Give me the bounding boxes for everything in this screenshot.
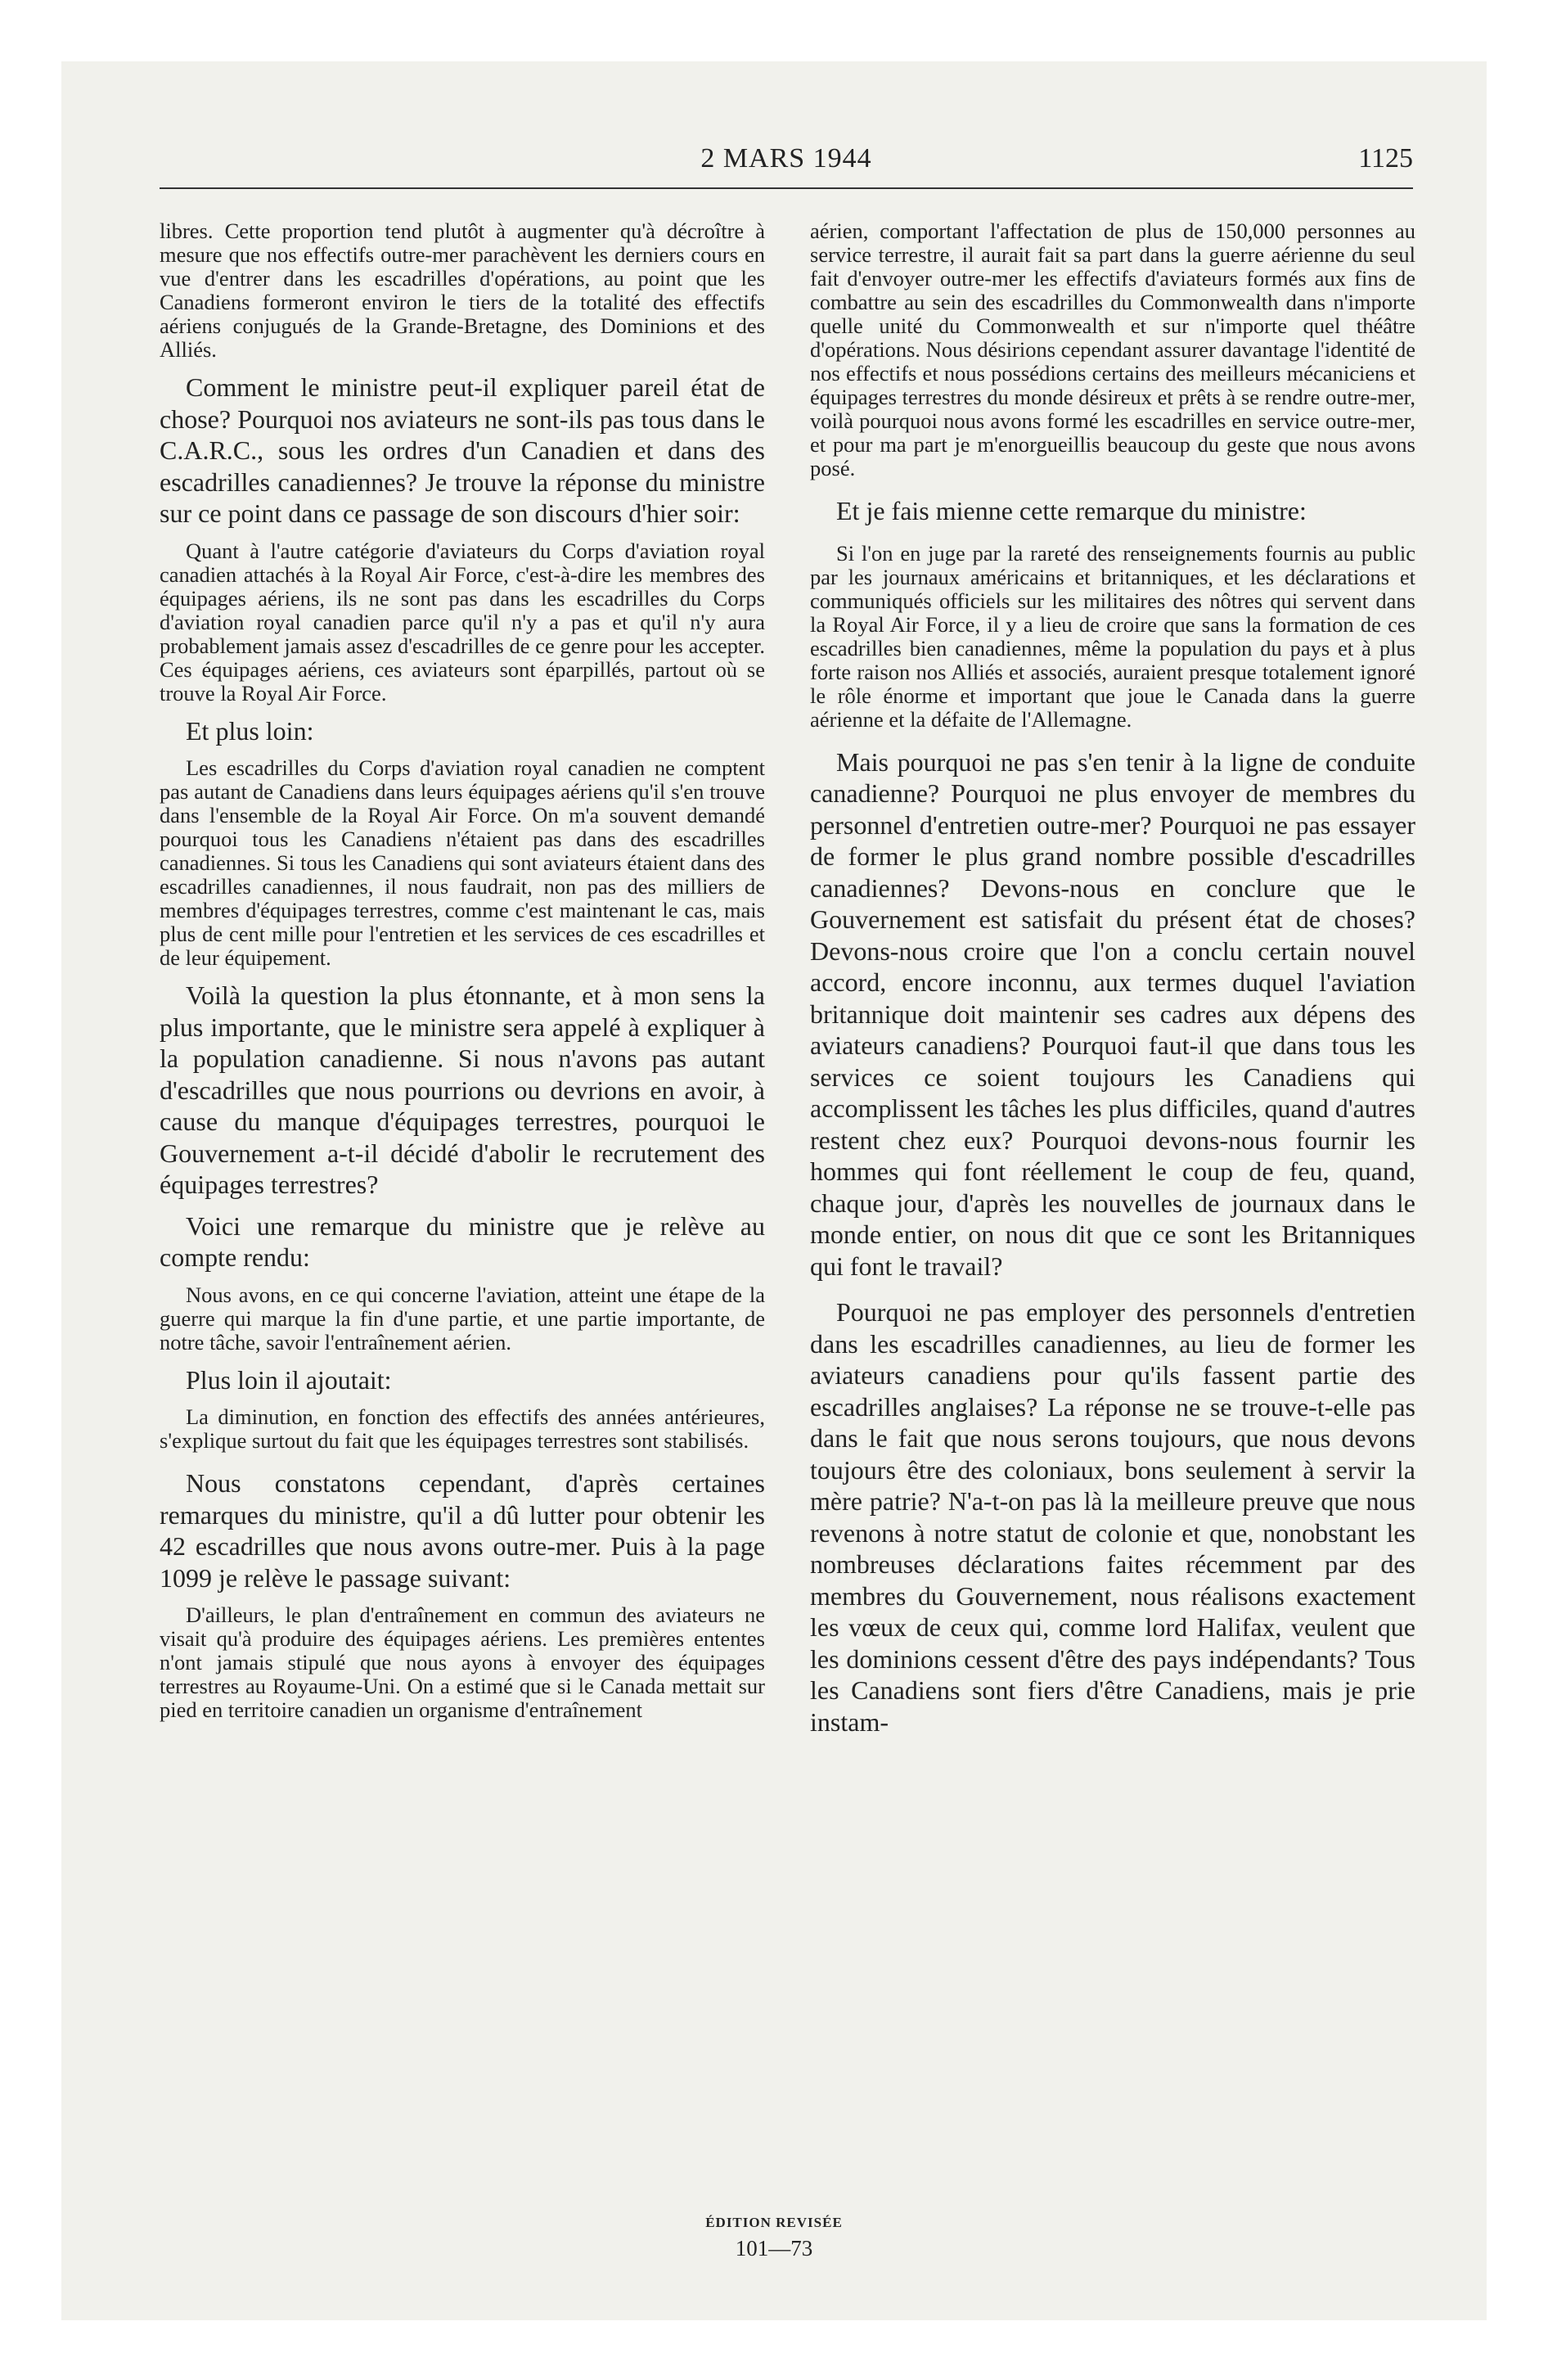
paragraph: Voici une remarque du ministre que je relève au compte rendu: <box>160 1210 765 1272</box>
left-column <box>160 219 765 1722</box>
paragraph: Mais pourquoi ne pas s'en tenir à la ligne de conduite canadienne? Pourquoi ne plus envoyer de membres du personnel d'entretien outre-mer? Pourquoi ne pas essayer de former le plus grand nombre possible d'escadrilles canadiennes? Devons-nous en conclure que le Gouvernement est satisfait du présent état de choses? Devons-nous croire que l'on a conclu certain nouvel accord, encore inconnu, aux termes duquel l'aviation britannique doit maintenir ses cadres aux dépens des aviateurs canadiens? Pourquoi faut-il que dans tous les services ce soient toujours les Canadiens qui accomplissent les tâches les plus difficiles, quand d'autres restent chez eux? Pourquoi devons-nous fournir les hommes qui font réellement le coup de feu, quand, chaque jour, d'après les nouvelles de journaux dans le monde entier, on nous dit que ce sont les Britanniques qui font le travail? <box>810 746 1415 1281</box>
quotation: Quant à l'autre catégorie d'aviateurs du Corps d'aviation royal canadien attachés à la Royal Air Force, c'est-à-dire les membres des équipages aériens, ils ne sont pas dans les escadrilles du Corps d'aviation royal canadien parce qu'il n'y a pas et qu'il n'y aura probablement jamais assez d'escadrilles de ce genre pour les accepter. Ces équipages aériens, ces aviateurs sont éparpillés, partout où se trouve la Royal Air Force. <box>160 538 765 705</box>
header-rule <box>160 187 1413 189</box>
signature-code: 101—73 <box>735 2236 813 2261</box>
paragraph: Et je fais mienne cette remarque du ministre: <box>836 496 1307 525</box>
paragraph: Voilà la question la plus étonnante, et à mon sens la plus importante, que le ministre sera appelé à expliquer à la population canadienne. Si nous n'avons pas autant d'escadrilles que nous pourrions ou devrions en avoir, à cause du manque d'équipages terrestres, pourquoi le Gouvernement a-t-il décidé d'abolir le recrutement des équipages terrestres? <box>160 980 765 1199</box>
quotation: Les escadrilles du Corps d'aviation royal canadien ne comptent pas autant de Canadiens dans leurs équipages aériens qu'il s'en trouve dans l'ensemble de la Royal Air Force. On m'a souvent demandé pourquoi tous les Canadiens n'étaient pas dans des escadrilles canadiennes. Si tous les Canadiens qui sont aviateurs étaient dans des escadrilles canadiennes, il nous faudrait, non pas des milliers de membres d'équipages terrestres, comme c'est maintenant le cas, mais plus de cent mille pour l'entretien et les services de ces escadrilles et de leur équipement. <box>160 755 765 970</box>
page-date: 2 MARS 1944 <box>700 143 872 174</box>
paragraph: Nous constatons cependant, d'après certaines remarques du ministre, qu'il a dû lutter pour obtenir les 42 escadrilles que nous avons outre-mer. Puis à la page 1099 je relève le passage suivant: <box>160 1468 765 1593</box>
paragraph: libres. Cette proportion tend plutôt à augmenter qu'à décroître à mesure que nos effectifs outre-mer parachèvent les derniers cours en vue d'entrer dans les escadrilles d'opérations, au point que les Canadiens formeront environ le tiers de la totalité des effectifs aériens conjugués de la Grande-Bretagne, des Dominions et des Alliés. <box>160 219 765 362</box>
right-column <box>810 219 1415 1738</box>
page-header <box>160 135 1413 176</box>
paragraph: Plus loin il ajoutait: <box>186 1364 392 1395</box>
paragraph: Pourquoi ne pas employer des personnels d'entretien dans les escadrilles canadiennes, au lieu de former les aviateurs canadiens pour qu'ils fassent partie des escadrilles anglaises? La réponse ne se trouve-t-elle pas dans le fait que nous serons toujours, que nous devons toujours être des coloniaux, bons seulement à servir la mère patrie? N'a-t-on pas là la meilleure preuve que nous revenons à notre statut de colonie et que, nonobstant les nombreuses déclarations faites récemment par des membres du Gouvernement, nous réalisons exactement les vœux de ceux qui, comme lord Halifax, veulent que les dominions cessent d'être des pays indépendants? Tous les Canadiens sont fiers d'être Canadiens, mais je prie instam- <box>810 1297 1415 1737</box>
quotation: La diminution, en fonction des effectifs des années antérieures, s'explique surtout du fait que les équipages terrestres sont stabilisés. <box>160 1404 765 1453</box>
edition-label: ÉDITION REVISÉE <box>705 2215 843 2230</box>
page-footer <box>0 2215 1548 2261</box>
quotation: D'ailleurs, le plan d'entraînement en commun des aviateurs ne visait qu'à produire des équipages aériens. Les premières ententes n'ont jamais stipulé que nous ayons à envoyer des équipages terrestres au Royaume-Uni. On a estimé que si le Canada mettait sur pied en territoire canadien un organisme d'entraînement <box>160 1602 765 1722</box>
quotation: Nous avons, en ce qui concerne l'aviation, atteint une étape de la guerre qui marque la fin d'une partie, et une partie importante, de notre tâche, savoir l'entraînement aérien. <box>160 1282 765 1355</box>
paragraph: Et plus loin: <box>186 715 314 746</box>
paragraph: Comment le ministre peut-il expliquer pareil état de chose? Pourquoi nos aviateurs ne sont-ils pas tous dans le C.A.R.C., sous les ordres d'un Canadien et dans des escadrilles canadiennes? Je trouve la réponse du ministre sur ce point dans ce passage de son discours d'hier soir: <box>160 372 765 528</box>
quotation-continued: aérien, comportant l'affectation de plus de 150,000 personnes au service terrestre, il aurait fait sa part dans la guerre aérienne du seul fait d'envoyer outre-mer les effectifs d'aviateurs formés aux fins de combattre au sein des escadrilles du Commonwealth dans n'importe quelle unité du Commonwealth et sur n'importe quel théâtre d'opérations. Nous désirions cependant assurer davantage l'identité de nos effectifs et nous possédions certains des meilleurs mécaniciens et équipages terrestres du monde désireux et prêts à se rendre outre-mer, voilà pourquoi nous avons formé les escadrilles en service outre-mer, et pour ma part je m'enorgueillis beaucoup du geste que nous avons posé. <box>810 219 1415 480</box>
quotation: Si l'on en juge par la rareté des renseignements fournis au public par les journaux américains et britanniques, et les déclarations et communiqués officiels sur les militaires des nôtres qui servent dans la Royal Air Force, il y a lieu de croire que sans la formation de ces escadrilles bien canadiennes, même la population du pays et à plus forte raison nos Alliés et associés, auraient presque totalement ignoré le rôle énorme et important que joue le Canada dans la guerre aérienne et la défaite de l'Allemagne. <box>810 540 1415 732</box>
page-number: 1125 <box>1358 143 1413 174</box>
